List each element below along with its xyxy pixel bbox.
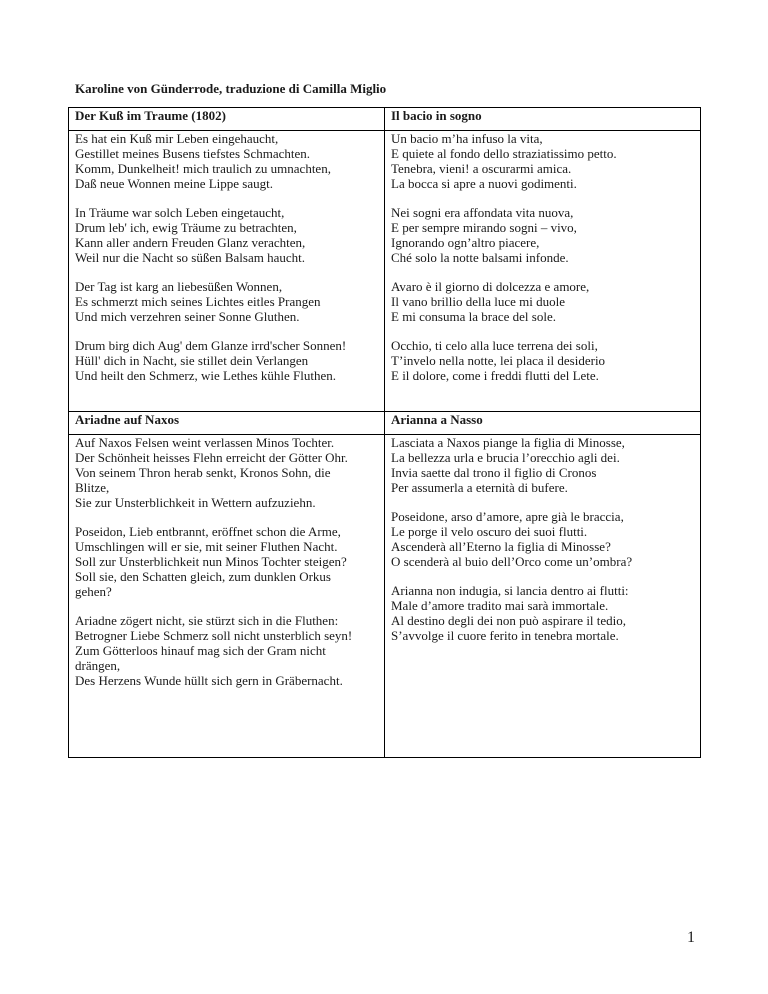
poem-title-german: Der Kuß im Traume (1802) [69, 108, 385, 131]
poem-text-german [69, 131, 385, 412]
document-header: Karoline von Günderrode, traduzione di Camilla Miglio [75, 81, 387, 96]
stanza-italian: Occhio, ti celo alla luce terrena dei soli, T’invelo nella notte, lei placa il desiderio E il dolore, come i freddi flutti del Lete. [391, 338, 606, 383]
poem-body-row [69, 435, 701, 758]
poem-text-italian [385, 131, 701, 412]
stanza-german: Auf Naxos Felsen weint verlassen Minos Tochter. Der Schönheit heisses Flehn erreicht der Götter Ohr. Von seinem Thron herab senkt, Kronos Sohn, die Blitze, Sie zur Unsterblichkeit in Wettern aufzuziehn. [75, 435, 348, 510]
stanza-italian: Avaro è il giorno di dolcezza e amore, Il vano brillio della luce mi duole E mi consuma la brace del sole. [391, 279, 590, 324]
stanza-italian: Arianna non indugia, si lancia dentro ai flutti: Male d’amore tradito mai sarà immortale. Al destino degli dei non può aspirare il tedio, S’avvolge il cuore ferito in tenebra mortale. [391, 583, 629, 643]
stanza-german: Der Tag ist karg an liebesüßen Wonnen, Es schmerzt mich seines Lichtes eitles Prangen Und mich verzehren seiner Sonne Gluthen. [75, 279, 321, 324]
stanza-italian: Poseidone, arso d’amore, apre già le braccia, Le porge il velo oscuro dei suoi flutti. Ascenderà all’Eterno la figlia di Minosse? O scenderà al buio dell’Orco come un’ombra? [391, 509, 633, 569]
stanza-italian: Lasciata a Naxos piange la figlia di Minosse, La bellezza urla e brucia l’orecchio agli dei. Invia saette dal trono il figlio di Cronos Per assumerla a eternità di bufere. [391, 435, 625, 495]
poem-title-row [69, 108, 701, 131]
page-number: 1 [687, 929, 695, 946]
stanza-german: Poseidon, Lieb entbrannt, eröffnet schon die Arme, Umschlingen will er sie, mit seiner Fluthen Nacht. Soll zur Unsterblichkeit nun Minos Tochter steigen? Soll sie, den Schatten gleich, zum dunklen Orkus gehen? [75, 524, 347, 599]
stanza-italian: Nei sogni era affondata vita nuova, E per sempre mirando sogni – vivo, Ignorando ogn’altro piacere, Ché solo la notte balsami infonde. [391, 205, 577, 265]
stanza-german: Drum birg dich Aug' dem Glanze irrd'scher Sonnen! Hüll' dich in Nacht, sie stillet dein Verlangen Und heilt den Schmerz, wie Lethes kühle Fluthen. [75, 338, 347, 383]
stanza-german: Es hat ein Kuß mir Leben eingehaucht, Gestillet meines Busens tiefstes Schmachten. Komm, Dunkelheit! mich traulich zu umnachten, Daß neue Wonnen meine Lippe saugt. [75, 131, 331, 191]
poem-title-italian: Il bacio in sogno [385, 108, 701, 131]
poem-title-italian: Arianna a Nasso [385, 412, 701, 435]
poem-body-row [69, 131, 701, 412]
poem-translation-table [68, 107, 701, 758]
stanza-german: Ariadne zögert nicht, sie stürzt sich in die Fluthen: Betrogner Liebe Schmerz soll nicht unsterblich seyn! Zum Götterloos hinauf mag sich der Gram nicht drängen, Des Herzens Wunde hüllt sich gern in Gräbernacht. [75, 613, 353, 688]
poem-title-row [69, 412, 701, 435]
poem-text-italian [385, 435, 701, 758]
stanza-german: In Träume war solch Leben eingetaucht, Drum leb' ich, ewig Träume zu betrachten, Kann aller andern Freuden Glanz verachten, Weil nur die Nacht so süßen Balsam haucht. [75, 205, 306, 265]
poem-title-german: Ariadne auf Naxos [69, 412, 385, 435]
poem-text-german [69, 435, 385, 758]
stanza-italian: Un bacio m’ha infuso la vita, E quiete al fondo dello straziatissimo petto. Tenebra, vieni! a oscurarmi amica. La bocca si apre a nuovi godimenti. [391, 131, 617, 191]
